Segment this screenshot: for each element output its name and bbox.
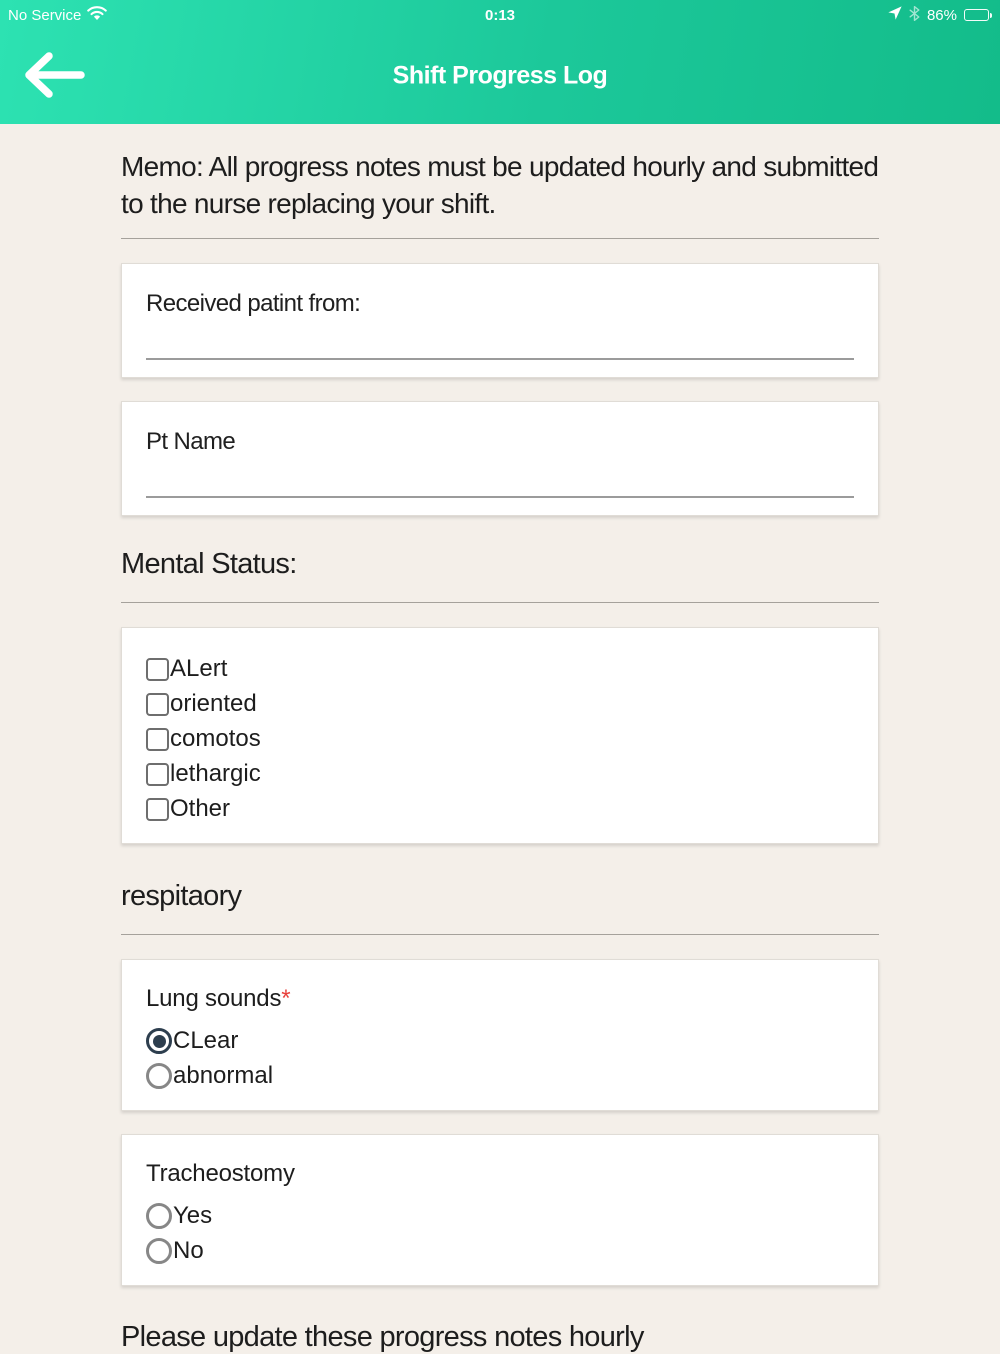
radio-option-no[interactable] [146,1237,854,1265]
received-from-input[interactable] [146,318,854,360]
radio-icon[interactable] [146,1203,172,1229]
option-label: Yes [173,1202,213,1229]
option-label: comotos [170,725,261,752]
memo-divider [121,238,879,239]
respiratory-heading: respitaory [121,880,242,912]
option-label: abnormal [173,1062,274,1089]
checkbox-option-other[interactable] [146,795,854,823]
option-label: No [173,1237,204,1264]
checkbox-option-alert[interactable] [146,655,854,683]
checkbox-icon[interactable] [146,798,169,821]
option-label: Other [170,795,231,822]
checkbox-option-lethargic[interactable] [146,760,854,788]
pt-name-card [121,401,879,516]
checkbox-option-comotos[interactable] [146,725,854,753]
carrier-label: No Service [8,6,82,24]
status-right [888,6,992,25]
checkbox-icon[interactable] [146,658,169,681]
radio-icon[interactable] [146,1063,172,1089]
pt-name-input[interactable] [146,456,854,498]
form-content [0,148,1000,1354]
pt-name-label: Pt Name [146,428,236,455]
radio-option-abnormal[interactable] [146,1062,854,1090]
tracheostomy-label: Tracheostomy [146,1160,295,1187]
option-label: ALert [170,655,228,682]
option-label: lethargic [170,760,261,787]
app-header [0,0,1000,124]
back-arrow-icon [22,51,86,102]
required-asterisk: * [281,985,291,1012]
lung-sounds-label [146,985,854,1013]
lung-sounds-label-text: Lung sounds [146,985,282,1012]
back-button[interactable] [22,51,86,102]
battery-icon [964,9,989,21]
radio-option-yes[interactable] [146,1202,854,1230]
status-bar [0,0,1000,28]
radio-icon[interactable] [146,1238,172,1264]
page-title: Shift Progress Log [392,61,608,90]
mental-status-divider [121,602,879,603]
bluetooth-icon [909,6,920,25]
mental-status-heading: Mental Status: [121,548,297,580]
tracheostomy-card [121,1134,879,1286]
received-from-card [121,263,879,378]
radio-icon[interactable] [146,1028,172,1054]
checkbox-icon[interactable] [146,763,169,786]
checkbox-icon[interactable] [146,693,169,716]
footer-note: Please update these progress notes hourly [121,1321,644,1353]
option-label: CLear [173,1027,239,1054]
memo-text: Memo: All progress notes must be updated hourly and submitted to the nurse replacing your shift. [121,151,879,219]
received-from-label: Received patint from: [146,290,361,317]
radio-option-clear[interactable] [146,1027,854,1055]
mental-status-card [121,627,879,844]
nav-bar [0,28,1000,124]
respiratory-divider [121,934,879,935]
checkbox-option-oriented[interactable] [146,690,854,718]
status-time: 0:13 [484,6,516,24]
lung-sounds-card [121,959,879,1111]
battery-percent-label: 86% [926,6,957,24]
location-arrow-icon [888,6,902,24]
checkbox-icon[interactable] [146,728,169,751]
status-left [8,6,107,25]
option-label: oriented [170,690,257,717]
wifi-icon [87,6,107,25]
